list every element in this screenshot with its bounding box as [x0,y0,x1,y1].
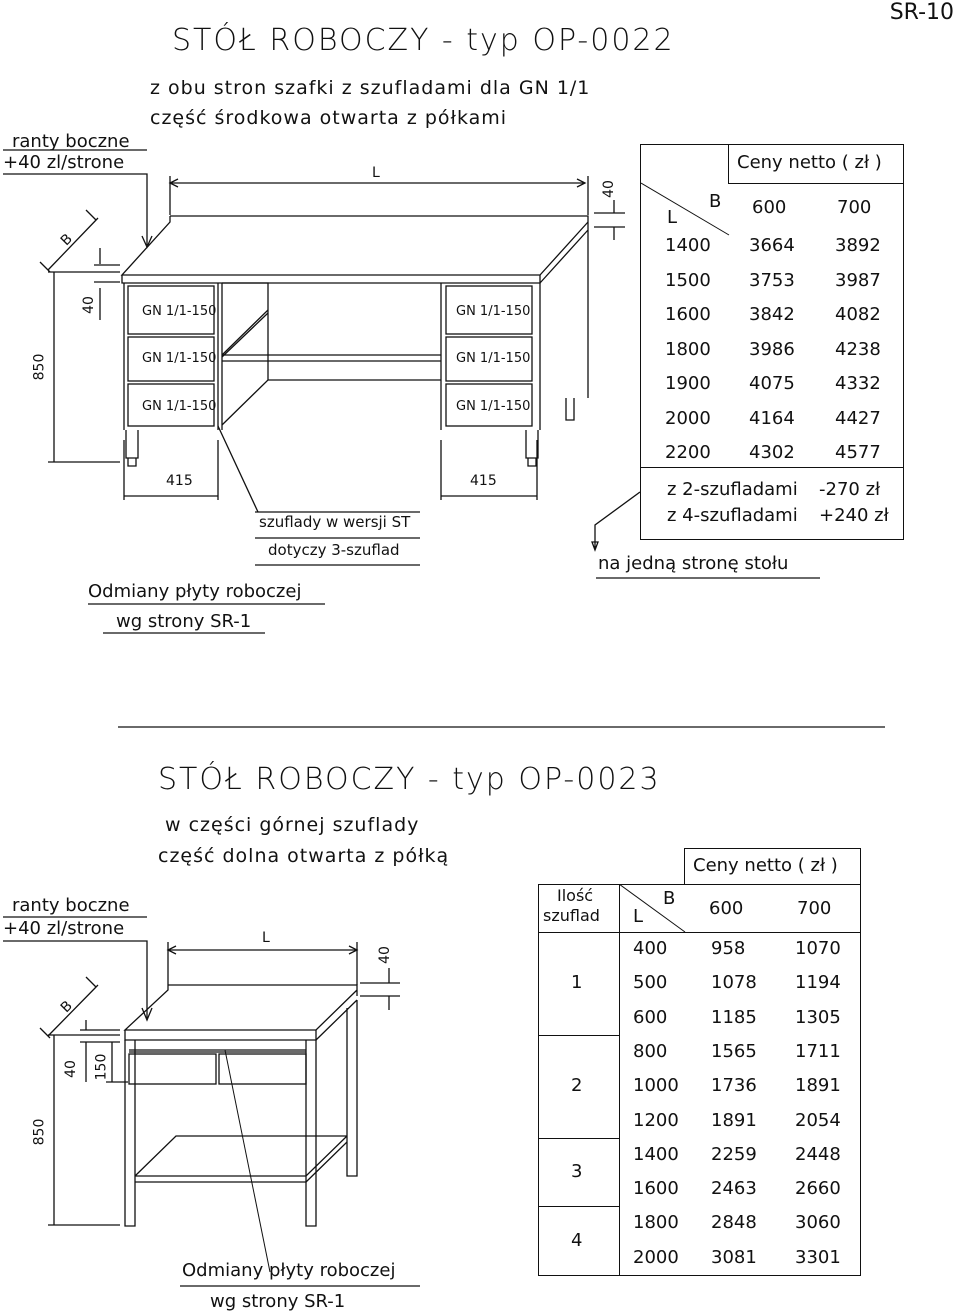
page-title-op0022: STÓŁ ROBOCZY - typ OP-0022 [172,23,675,58]
dim2-B: B [57,997,76,1017]
table-row-length: 1500 [665,269,711,291]
table2-row-length: 1000 [633,1075,679,1097]
dim-850: 850 [31,353,48,381]
price-700: 4427 [835,407,881,429]
table-row-length: 1900 [665,373,711,394]
price2-600: 2848 [711,1212,757,1234]
price2-700: 1711 [795,1040,841,1062]
price-600: 4164 [749,407,795,429]
col2-width-600: 600 [709,898,744,919]
dim-40-top: 40 [600,180,617,198]
variants-line1: Odmiany płyty roboczej [88,581,302,602]
drawer-label: GN 1/1-150 [456,351,531,366]
dim-B: B [57,230,76,250]
page-code: SR-10 [889,0,954,25]
price2-700: 2054 [795,1109,841,1131]
variants2-line1: Odmiany płyty roboczej [182,1260,396,1281]
drawer-qty: 1 [571,972,583,994]
table2-row-length: 400 [633,938,668,959]
price-700: 3892 [835,235,881,256]
price2-700: 3301 [795,1246,841,1268]
price-600: 4302 [749,442,795,463]
st-note-line2: dotyczy 3-szuflad [268,541,400,559]
page-title-op0023: STÓŁ ROBOCZY - typ OP-0023 [158,762,661,797]
dim2-40-top: 40 [376,946,393,964]
drawer-label: GN 1/1-150 [142,351,217,366]
prices-header: Ceny netto ( zł ) [737,152,882,173]
table2-row-length: 2000 [633,1246,679,1268]
group-divider [539,1138,619,1139]
drawer-label: GN 1/1-150 [456,399,531,414]
price-table-op0023 [538,855,861,1276]
prices2-header: Ceny netto ( zł ) [693,855,838,876]
dim-415-left: 415 [166,473,193,489]
col2-L-label: L [633,906,644,927]
dim2-850: 850 [31,1118,48,1146]
table-row-length: 1400 [665,235,711,256]
col-qty-line1: Ilość [557,886,594,905]
col2-B-label: B [663,888,676,909]
rants-label: ranty boczne [12,131,130,152]
price-600: 4075 [749,373,795,394]
group-divider [539,1035,619,1036]
adj-2-drawers-label: z 2-szufladami [667,479,798,500]
subtitle-line2: część środkowa otwarta z półkami [150,107,508,129]
rants2-label: ranty boczne [12,895,130,916]
per-side-note: na jedną stronę stołu [598,553,789,574]
price-700: 4238 [835,338,881,360]
group-divider [539,1206,619,1207]
drawer-label: GN 1/1-150 [456,304,531,319]
col-width-600: 600 [752,197,787,218]
st-note-line1: szuflady w wersji ST [259,513,411,531]
variants2-line2: wg strony SR-1 [210,1291,346,1312]
drawer-qty: 3 [571,1161,583,1183]
price2-600: 1565 [711,1040,757,1062]
col-qty-line2: szuflad [543,906,600,925]
price2-600: 3081 [711,1246,757,1268]
table-row-length: 1600 [665,304,711,325]
price2-600: 1185 [711,1006,757,1028]
price2-700: 1070 [795,938,841,959]
price-700: 4082 [835,304,881,325]
dim-L: L [372,165,380,181]
price2-600: 1078 [711,972,757,994]
table2-row-length: 1600 [633,1178,679,1200]
price2-600: 1736 [711,1075,757,1097]
dim-40-side: 40 [80,296,97,314]
subtitle-line1: z obu stron szafki z szufladami dla GN 1/1 [150,77,591,99]
dim2-40-side: 40 [62,1060,79,1078]
rants2-price: +40 zl/strone [3,918,125,939]
table2-row-length: 1200 [633,1109,679,1131]
dim2-150: 150 [93,1053,110,1081]
table2-row-length: 1400 [633,1143,679,1165]
table2-row-length: 1800 [633,1212,679,1234]
table-row-length: 1800 [665,338,711,360]
col-B-label: B [709,191,722,212]
dim-415-right: 415 [470,473,497,489]
price2-600: 958 [711,938,746,959]
drawer-qty: 4 [571,1229,583,1251]
price2-600: 2463 [711,1178,757,1200]
adj-4-drawers-value: +240 zł [819,505,889,526]
adj-4-drawers-label: z 4-szufladami [667,505,798,526]
price2-700: 1305 [795,1006,841,1028]
price-600: 3664 [749,235,795,256]
drawer-label: GN 1/1-150 [142,399,217,414]
price-600: 3842 [749,304,795,325]
col-width-700: 700 [837,197,872,218]
table2-row-length: 600 [633,1006,668,1028]
price2-600: 1891 [711,1109,757,1131]
price2-700: 1194 [795,972,841,994]
price-700: 3987 [835,269,881,291]
price-700: 4577 [835,442,881,463]
col-L-label: L [667,207,678,228]
table2-row-length: 800 [633,1040,668,1062]
price2-700: 3060 [795,1212,841,1234]
price2-700: 1891 [795,1075,841,1097]
price-600: 3753 [749,269,795,291]
subtitle2-line2: część dolna otwarta z półką [158,845,450,867]
price2-600: 2259 [711,1143,757,1165]
adj-2-drawers-value: -270 zł [819,479,881,500]
drawer-qty: 2 [571,1075,583,1097]
price2-700: 2660 [795,1178,841,1200]
drawer-label: GN 1/1-150 [142,304,217,319]
table-row-length: 2000 [665,407,711,429]
subtitle2-line1: w części górnej szuflady [165,814,420,836]
price-700: 4332 [835,373,881,394]
col2-width-700: 700 [797,898,832,919]
rants-price: +40 zl/strone [3,152,125,173]
table-row-length: 2200 [665,442,711,463]
dim2-L: L [262,930,270,946]
table2-row-length: 500 [633,972,668,994]
variants-line2: wg strony SR-1 [116,611,252,632]
price2-700: 2448 [795,1143,841,1165]
price-600: 3986 [749,338,795,360]
